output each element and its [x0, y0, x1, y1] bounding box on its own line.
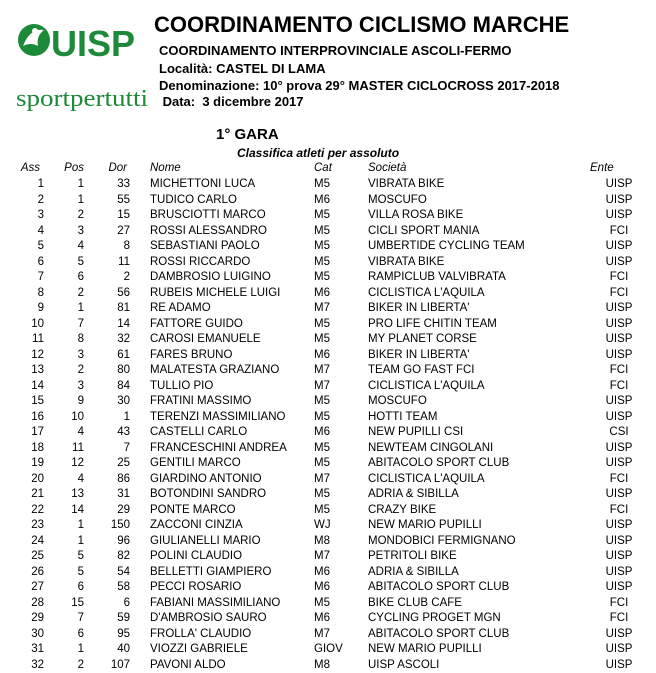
cell-ente: UISP — [605, 348, 633, 361]
cell-dor: 61 — [117, 348, 130, 361]
col-header-pos: Pos — [64, 162, 84, 175]
cell-dor: 84 — [117, 379, 130, 392]
cell-societa: HOTTI TEAM — [368, 410, 438, 423]
cell-ente: FCI — [609, 364, 629, 376]
cell-pos: 13 — [71, 488, 84, 500]
header-data: Data: 3 dicembre 2017 — [159, 94, 304, 109]
cell-ass: 18 — [31, 441, 44, 454]
table-row — [0, 239, 648, 255]
table-row — [0, 596, 648, 612]
cell-nome: FABIANI MASSIMILIANO — [150, 596, 281, 609]
table-row — [0, 270, 648, 286]
cell-pos: 2 — [77, 364, 84, 376]
cell-nome: PECCI ROSARIO — [150, 581, 242, 593]
col-header-cat: Cat — [314, 162, 332, 175]
col-header-nome: Nome — [150, 162, 181, 175]
cell-pos: 7 — [77, 317, 84, 330]
cell-ass: 1 — [37, 178, 44, 190]
cell-societa: BIKER IN LIBERTA' — [368, 348, 470, 361]
cell-ass: 15 — [31, 395, 44, 407]
cell-dor: 59 — [117, 612, 130, 624]
cell-cat: M6 — [314, 565, 330, 578]
cell-dor: 96 — [117, 534, 130, 547]
cell-ente: UISP — [605, 565, 633, 578]
cell-societa: MY PLANET CORSE — [368, 333, 477, 345]
cell-ente: UISP — [605, 333, 633, 345]
cell-societa: RAMPICLUB VALVIBRATA — [368, 271, 506, 283]
cell-ass: 9 — [37, 302, 44, 314]
cell-cat: M6 — [314, 426, 330, 438]
cell-nome: FRATINI MASSIMO — [150, 395, 252, 407]
cell-ass: 24 — [31, 534, 44, 547]
cell-cat: M5 — [314, 240, 330, 252]
cell-pos: 5 — [77, 550, 84, 562]
cell-nome: TULLIO PIO — [150, 379, 214, 392]
cell-cat: M5 — [314, 255, 330, 268]
cell-societa: NEW PUPILLI CSI — [368, 426, 464, 438]
cell-ass: 12 — [31, 348, 44, 361]
cell-ente: UISP — [605, 302, 633, 314]
cell-dor: 40 — [117, 643, 130, 655]
cell-pos: 5 — [77, 255, 84, 268]
cell-ente: FCI — [609, 271, 629, 283]
cell-societa: CRAZY BIKE — [368, 503, 437, 516]
cell-dor: 25 — [117, 457, 130, 469]
cell-nome: RE ADAMO — [150, 302, 211, 314]
cell-pos: 12 — [71, 457, 84, 469]
cell-societa: PETRITOLI BIKE — [368, 550, 457, 562]
cell-pos: 3 — [77, 379, 84, 392]
cell-nome: MALATESTA GRAZIANO — [150, 364, 280, 376]
cell-pos: 3 — [77, 348, 84, 361]
cell-pos: 2 — [77, 286, 84, 299]
cell-nome: PAVONI ALDO — [150, 658, 226, 671]
cell-societa: ABITACOLO SPORT CLUB — [368, 581, 510, 593]
cell-cat: M5 — [314, 503, 330, 516]
cell-ass: 19 — [31, 457, 44, 469]
cell-dor: 86 — [117, 472, 130, 485]
cell-societa: ADRIA & SIBILLA — [368, 488, 459, 500]
cell-dor: 43 — [117, 426, 130, 438]
logo-tagline-text: sportpertutti — [16, 86, 149, 112]
table-row — [0, 394, 648, 410]
header-denominazione: Denominazione: 10° prova 29° MASTER CICLOCROSS 2017-2018 — [159, 78, 560, 93]
cell-ente: FCI — [609, 379, 629, 392]
cell-dor: 32 — [117, 333, 130, 345]
cell-ente: CSI — [609, 426, 629, 438]
cell-pos: 2 — [77, 209, 84, 221]
cell-nome: FRANCESCHINI ANDREA — [150, 441, 287, 454]
cell-nome: FATTORE GUIDO — [150, 317, 243, 330]
table-row — [0, 441, 648, 457]
cell-nome: FARES BRUNO — [150, 348, 233, 361]
cell-cat: M7 — [314, 472, 330, 485]
cell-ass: 8 — [37, 286, 44, 299]
classification-subtitle: Classifica atleti per assoluto — [237, 146, 400, 160]
cell-ente: UISP — [605, 395, 633, 407]
cell-pos: 1 — [77, 193, 84, 206]
cell-cat: M8 — [314, 534, 330, 547]
results-table — [0, 161, 648, 673]
cell-ente: UISP — [605, 581, 633, 593]
cell-ass: 25 — [31, 550, 44, 562]
cell-societa: CICLISTICA L'AQUILA — [368, 286, 485, 299]
cell-societa: CYCLING PROGET MGN — [368, 612, 501, 624]
table-row — [0, 410, 648, 426]
cell-ente: UISP — [605, 658, 633, 671]
cell-dor: 7 — [123, 441, 130, 454]
table-row — [0, 177, 648, 193]
cell-cat: M8 — [314, 658, 330, 671]
cell-nome: VIOZZI GABRIELE — [150, 643, 248, 655]
page-title: COORDINAMENTO CICLISMO MARCHE — [154, 12, 570, 37]
cell-ente: FCI — [609, 612, 629, 624]
cell-nome: POLINI CLAUDIO — [150, 550, 243, 562]
table-row — [0, 565, 648, 581]
cell-pos: 4 — [77, 240, 84, 252]
cell-ass: 22 — [31, 503, 44, 516]
cell-dor: 56 — [117, 286, 130, 299]
cell-pos: 7 — [77, 612, 84, 624]
cell-pos: 1 — [77, 519, 84, 531]
table-row — [0, 332, 648, 348]
cell-dor: 27 — [117, 224, 130, 237]
cell-cat: M5 — [314, 317, 330, 330]
cell-nome: GENTILI MARCO — [150, 457, 241, 469]
table-row — [0, 425, 648, 441]
cell-ass: 10 — [31, 317, 44, 330]
table-row — [0, 611, 648, 627]
cell-ass: 20 — [31, 472, 44, 485]
table-row — [0, 658, 648, 673]
cell-nome: GIULIANELLI MARIO — [150, 534, 261, 547]
cell-cat: M5 — [314, 178, 330, 190]
cell-dor: 55 — [117, 193, 130, 206]
cell-nome: ROSSI ALESSANDRO — [150, 224, 267, 237]
table-row — [0, 456, 648, 472]
cell-pos: 6 — [77, 627, 84, 640]
cell-ente: UISP — [605, 488, 633, 500]
cell-ente: FCI — [609, 286, 629, 299]
cell-cat: M5 — [314, 457, 330, 469]
cell-cat: M5 — [314, 441, 330, 454]
cell-ente: UISP — [605, 317, 633, 330]
cell-cat: M7 — [314, 627, 330, 640]
cell-cat: M7 — [314, 302, 330, 314]
cell-ente: UISP — [605, 209, 633, 221]
cell-ass: 6 — [37, 255, 44, 268]
cell-nome: PONTE MARCO — [150, 503, 236, 516]
cell-nome: BELLETTI GIAMPIERO — [150, 565, 272, 578]
col-header-ass: Ass — [20, 162, 40, 175]
col-header-dor: Dor — [108, 162, 127, 175]
cell-dor: 2 — [123, 271, 130, 283]
cell-nome: ZACCONI CINZIA — [150, 519, 243, 531]
cell-societa: UISP ASCOLI — [368, 658, 440, 671]
cell-cat: M6 — [314, 348, 330, 361]
uisp-logo-graphic — [14, 16, 150, 116]
cell-nome: TERENZI MASSIMILIANO — [150, 410, 286, 423]
cell-nome: SEBASTIANI PAOLO — [150, 240, 260, 252]
table-row — [0, 472, 648, 488]
cell-cat: M5 — [314, 333, 330, 345]
table-row — [0, 549, 648, 565]
cell-pos: 5 — [77, 565, 84, 578]
cell-societa: ADRIA & SIBILLA — [368, 565, 459, 578]
cell-cat: M5 — [314, 410, 330, 423]
cell-nome: CASTELLI CARLO — [150, 426, 248, 438]
cell-ass: 29 — [31, 612, 44, 624]
cell-cat: M6 — [314, 286, 330, 299]
cell-ass: 31 — [31, 643, 44, 655]
cell-ass: 28 — [31, 596, 44, 609]
cell-nome: GIARDINO ANTONIO — [150, 472, 262, 485]
cell-dor: 95 — [117, 627, 130, 640]
cell-cat: M5 — [314, 224, 330, 237]
cell-dor: 15 — [117, 209, 130, 221]
cell-ente: UISP — [605, 550, 633, 562]
cell-ente: UISP — [605, 441, 633, 454]
cell-dor: 80 — [117, 364, 130, 376]
cell-pos: 1 — [77, 534, 84, 547]
table-row — [0, 642, 648, 658]
cell-ente: FCI — [609, 503, 629, 516]
cell-ass: 32 — [31, 658, 44, 671]
cell-ente: UISP — [605, 193, 633, 206]
cell-societa: ABITACOLO SPORT CLUB — [368, 627, 510, 640]
cell-ass: 3 — [37, 209, 44, 221]
cell-nome: TUDICO CARLO — [150, 193, 237, 206]
cell-societa: NEWTEAM CINGOLANI — [368, 441, 494, 454]
cell-pos: 9 — [77, 395, 84, 407]
cell-societa: CICLI SPORT MANIA — [368, 224, 480, 237]
cell-nome: BRUSCIOTTI MARCO — [150, 209, 266, 221]
cell-dor: 8 — [123, 240, 130, 252]
table-row — [0, 627, 648, 643]
cell-dor: 150 — [110, 519, 130, 531]
cell-cat: M7 — [314, 379, 330, 392]
cell-cat: M6 — [314, 581, 330, 593]
cell-ente: UISP — [605, 534, 633, 547]
cell-pos: 3 — [77, 224, 84, 237]
cell-societa: CICLISTICA L'AQUILA — [368, 472, 485, 485]
cell-ass: 26 — [31, 565, 44, 578]
cell-ass: 13 — [31, 364, 44, 376]
cell-societa: MONDOBICI FERMIGNANO — [368, 534, 516, 547]
cell-ente: FCI — [609, 596, 629, 609]
cell-societa: NEW MARIO PUPILLI — [368, 643, 482, 655]
cell-ente: FCI — [609, 472, 629, 485]
cell-nome: ROSSI RICCARDO — [150, 255, 251, 268]
cell-ass: 16 — [31, 410, 44, 423]
cell-cat: M5 — [314, 596, 330, 609]
col-header-ente: Ente — [590, 162, 614, 175]
cell-dor: 1 — [123, 410, 130, 423]
table-row — [0, 518, 648, 534]
cell-nome: BOTONDINI SANDRO — [150, 488, 267, 500]
cell-nome: RUBEIS MICHELE LUIGI — [150, 286, 281, 299]
col-header-societa: Società — [368, 162, 407, 175]
cell-dor: 6 — [123, 596, 130, 609]
cell-dor: 29 — [117, 503, 130, 516]
cell-societa: ABITACOLO SPORT CLUB — [368, 457, 510, 469]
table-row — [0, 286, 648, 302]
cell-ente: UISP — [605, 519, 633, 531]
cell-pos: 6 — [77, 581, 84, 593]
cell-dor: 82 — [117, 550, 130, 562]
cell-dor: 107 — [110, 658, 130, 671]
cell-ass: 5 — [37, 240, 44, 252]
header-subtitle: COORDINAMENTO INTERPROVINCIALE ASCOLI-FERMO — [159, 43, 512, 58]
uisp-logo — [14, 16, 150, 116]
cell-pos: 15 — [71, 596, 84, 609]
table-row — [0, 193, 648, 209]
table-row — [0, 503, 648, 519]
cell-societa: TEAM GO FAST FCI — [368, 364, 475, 376]
cell-dor: 31 — [117, 488, 130, 500]
cell-pos: 14 — [71, 503, 84, 516]
cell-cat: WJ — [314, 519, 331, 531]
cell-ente: UISP — [605, 255, 633, 268]
cell-societa: CICLISTICA L'AQUILA — [368, 379, 485, 392]
cell-ass: 17 — [31, 426, 44, 438]
cell-dor: 54 — [117, 565, 130, 578]
cell-pos: 6 — [77, 271, 84, 283]
cell-cat: M5 — [314, 395, 330, 407]
cell-cat: M5 — [314, 271, 330, 283]
cell-nome: MICHETTONI LUCA — [150, 178, 256, 190]
cell-pos: 1 — [77, 178, 84, 190]
cell-societa: NEW MARIO PUPILLI — [368, 519, 482, 531]
header-localita: Località: CASTEL DI LAMA — [159, 61, 326, 76]
cell-ass: 4 — [37, 224, 44, 237]
cell-cat: M6 — [314, 612, 330, 624]
cell-societa: VILLA ROSA BIKE — [368, 209, 464, 221]
table-row — [0, 534, 648, 550]
cell-ass: 27 — [31, 581, 44, 593]
cell-pos: 4 — [77, 426, 84, 438]
cell-societa: VIBRATA BIKE — [368, 255, 445, 268]
cell-nome: CAROSI EMANUELE — [150, 333, 261, 345]
table-row — [0, 208, 648, 224]
table-row — [0, 255, 648, 271]
cell-dor: 14 — [117, 317, 130, 330]
cell-cat: GIOV — [314, 643, 343, 655]
cell-cat: M7 — [314, 550, 330, 562]
cell-cat: M6 — [314, 193, 330, 206]
cell-cat: M5 — [314, 209, 330, 221]
logo-brand-text: UISP — [51, 23, 136, 64]
cell-ente: UISP — [605, 627, 633, 640]
cell-societa: BIKE CLUB CAFE — [368, 596, 462, 609]
cell-ente: UISP — [605, 240, 633, 252]
cell-societa: MOSCUFO — [368, 193, 427, 206]
cell-dor: 11 — [118, 255, 130, 268]
cell-pos: 1 — [77, 302, 84, 314]
cell-societa: MOSCUFO — [368, 395, 427, 407]
table-row — [0, 363, 648, 379]
cell-ente: FCI — [609, 224, 629, 237]
cell-ass: 14 — [31, 379, 44, 392]
cell-dor: 81 — [117, 302, 130, 314]
cell-ass: 21 — [31, 488, 44, 500]
cell-dor: 30 — [117, 395, 130, 407]
table-row — [0, 487, 648, 503]
cell-cat: M7 — [314, 364, 330, 376]
cell-pos: 10 — [71, 410, 84, 423]
cell-dor: 33 — [117, 178, 130, 190]
cell-ass: 11 — [32, 333, 44, 345]
cell-pos: 11 — [72, 441, 84, 454]
cell-cat: M5 — [314, 488, 330, 500]
table-header-row — [0, 161, 648, 177]
table-row — [0, 580, 648, 596]
cell-pos: 1 — [77, 643, 84, 655]
cell-societa: VIBRATA BIKE — [368, 178, 445, 190]
table-row — [0, 301, 648, 317]
cell-dor: 58 — [117, 581, 130, 593]
cell-pos: 4 — [77, 472, 84, 485]
cell-ente: UISP — [605, 643, 633, 655]
table-row — [0, 317, 648, 333]
cell-ass: 7 — [37, 271, 44, 283]
cell-nome: DAMBROSIO LUIGINO — [150, 271, 271, 283]
cell-pos: 2 — [77, 658, 84, 671]
cell-ass: 30 — [31, 627, 44, 640]
cell-societa: PRO LIFE CHITIN TEAM — [368, 317, 497, 330]
cell-ente: UISP — [605, 178, 633, 190]
cell-ass: 23 — [31, 519, 44, 531]
cell-societa: BIKER IN LIBERTA' — [368, 302, 470, 314]
race-heading: 1° GARA — [216, 126, 279, 143]
cell-ente: UISP — [605, 457, 633, 469]
cell-ente: UISP — [605, 410, 633, 423]
cell-pos: 8 — [77, 333, 84, 345]
cell-nome: FROLLA' CLAUDIO — [150, 627, 252, 640]
table-row — [0, 348, 648, 364]
table-row — [0, 224, 648, 240]
table-row — [0, 379, 648, 395]
cell-ass: 2 — [37, 193, 44, 206]
cell-societa: UMBERTIDE CYCLING TEAM — [368, 240, 525, 252]
cell-nome: D'AMBROSIO SAURO — [150, 612, 267, 624]
